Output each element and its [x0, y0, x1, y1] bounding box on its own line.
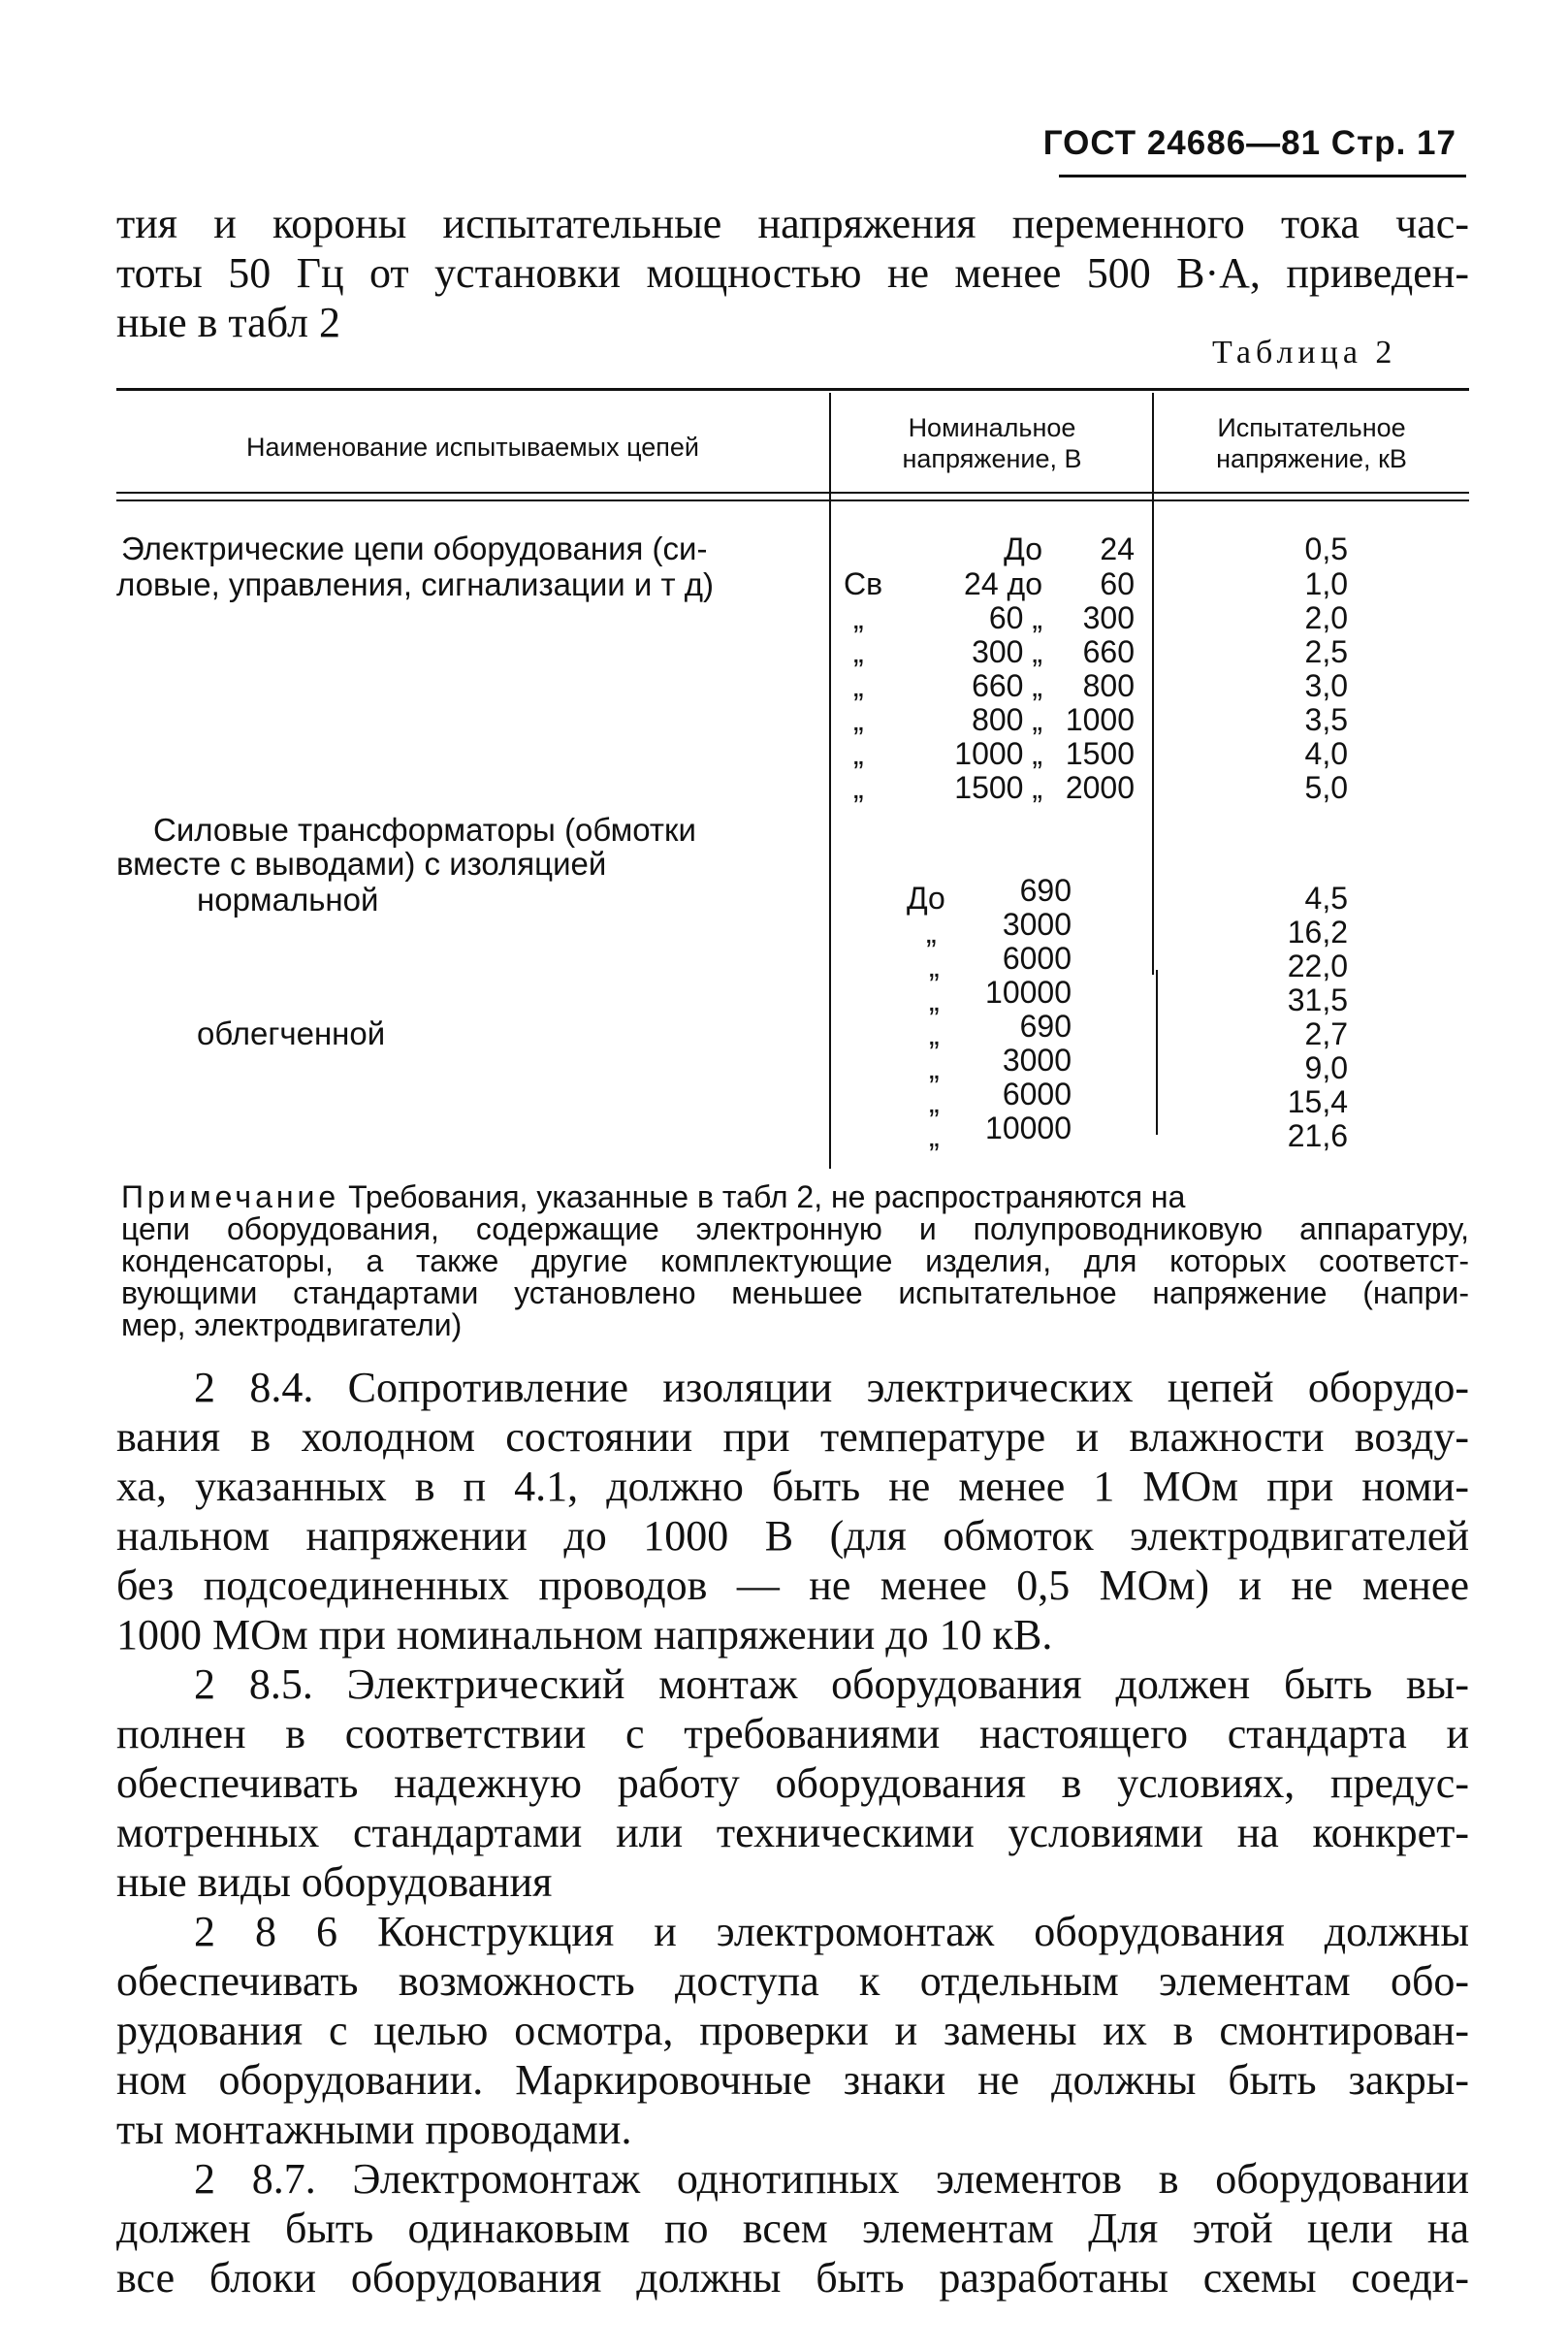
- table-top-rule: [116, 388, 1469, 391]
- note-line: цепи оборудования, содержащие электронную и полупроводниковую аппаратуру,: [121, 1211, 1469, 1246]
- header-nominal-line2: напряжение, В: [902, 444, 1082, 473]
- row-test: 16,2: [1287, 915, 1348, 950]
- intro-line: ные в табл 2: [116, 299, 340, 346]
- row-prefix: „: [929, 982, 940, 1017]
- row-prefix: „: [853, 634, 864, 669]
- paragraph-line: мотренных стандартами или техническими условиями на конкрет-: [116, 1809, 1469, 1856]
- paragraph-line: 2 8.4. Сопротивление изоляции электрических цепей оборудо-: [194, 1364, 1469, 1411]
- table-header-rule-2: [116, 499, 1469, 501]
- group1-name-line2: ловые, управления, сигнализации и т д): [116, 566, 715, 602]
- section-2-8-4: [116, 1363, 1469, 1659]
- section-2-8-6: [116, 1907, 1469, 2154]
- row-from: 300 „: [972, 634, 1042, 669]
- note-line: мер, электродвигатели): [121, 1307, 463, 1342]
- header-nominal: [832, 412, 1152, 474]
- row-to: 1500: [1065, 736, 1135, 771]
- page-header: ГОСТ 24686—81 Стр. 17: [1042, 124, 1456, 162]
- note-label: Примечание: [121, 1179, 340, 1214]
- row-test: 5,0: [1304, 770, 1348, 805]
- row-prefix: „: [929, 1084, 940, 1119]
- row-test: 3,0: [1304, 668, 1348, 703]
- section-2-8-5: [116, 1659, 1469, 1907]
- group2-sub-normal: нормальной: [197, 882, 379, 918]
- note-line: конденсаторы, а также другие комплектующие изделия, для которых соответст-: [121, 1243, 1469, 1278]
- row-from: 60 „: [988, 600, 1042, 635]
- table-caption: Таблица 2: [1212, 335, 1397, 370]
- row-prefix: „: [853, 702, 864, 737]
- row-to: 660: [1082, 634, 1135, 669]
- paragraph-line: без подсоединенных проводов — не менее 0,5 МОм) и не менее: [116, 1562, 1469, 1609]
- header-nominal-line1: Номинальное: [908, 413, 1076, 442]
- row-from: До: [1004, 531, 1042, 566]
- row-test: 4,5: [1304, 881, 1348, 916]
- paragraph-line: 2 8.5. Электрический монтаж оборудования должен быть вы-: [194, 1660, 1469, 1708]
- group2-sub-light: облегченной: [197, 1015, 386, 1051]
- paragraph-line: ные виды оборудования: [116, 1858, 553, 1906]
- paragraph-line: ты монтажными проводами.: [116, 2106, 632, 2153]
- paragraph-line: полнен в соответствии с требованиями настоящего стандарта и: [116, 1710, 1469, 1757]
- row-value: 10000: [985, 1111, 1072, 1145]
- note-line: Требования, указанные в табл 2, не распространяются на: [348, 1179, 1186, 1214]
- row-from: 1500 „: [954, 770, 1042, 805]
- row-prefix: „: [853, 736, 864, 771]
- row-to: 300: [1082, 600, 1135, 635]
- column-divider-2-lower: [1156, 970, 1158, 1135]
- row-from: 660 „: [972, 668, 1042, 703]
- row-prefix: До: [907, 881, 945, 916]
- paragraph-line: все блоки оборудования должны быть разработаны схемы соеди-: [116, 2254, 1469, 2302]
- note-first-line: [121, 1181, 1469, 1213]
- paragraph-line: обеспечивать возможность доступа к отдельным элементам обо-: [116, 1957, 1469, 2005]
- row-to: 24: [1100, 531, 1135, 566]
- row-to: 2000: [1065, 770, 1135, 805]
- paragraph-line: рудования с целью осмотра, проверки и замены их в смонтирован-: [116, 2007, 1469, 2054]
- group2-name-line1: Силовые трансформаторы (обмотки: [153, 812, 696, 848]
- row-value: 10000: [985, 975, 1072, 1010]
- row-test: 2,5: [1304, 634, 1348, 669]
- row-value: 690: [1019, 873, 1072, 908]
- paragraph-line: 1000 МОм при номинальном напряжении до 10 кВ.: [116, 1611, 1053, 1659]
- intro-line: тоты 50 Гц от установки мощностью не менее 500 В·А, приведен-: [116, 249, 1469, 297]
- row-prefix: „: [853, 770, 864, 805]
- header-test-line1: Испытательное: [1217, 413, 1406, 442]
- row-prefix: „: [853, 600, 864, 635]
- row-prefix: „: [929, 1118, 940, 1153]
- row-test: 2,0: [1304, 600, 1348, 635]
- row-prefix: „: [853, 668, 864, 703]
- row-test: 15,4: [1287, 1084, 1348, 1119]
- paragraph-line: 2 8 6 Конструкция и электромонтаж оборудования должны: [194, 1908, 1469, 1955]
- paragraph-line: должен быть одинаковым по всем элементам Для этой цели на: [116, 2205, 1469, 2252]
- column-divider-1: [829, 393, 831, 1169]
- row-prefix: Св: [844, 566, 883, 601]
- row-from: 24 до: [964, 566, 1042, 601]
- row-to: 60: [1100, 566, 1135, 601]
- row-test: 21,6: [1287, 1118, 1348, 1153]
- row-value: 690: [1019, 1009, 1072, 1044]
- row-test: 2,7: [1304, 1016, 1348, 1051]
- row-prefix: „: [929, 1050, 940, 1085]
- row-test: 22,0: [1287, 949, 1348, 983]
- row-prefix: „: [926, 915, 937, 950]
- table-header-rule: [116, 492, 1469, 494]
- note-line: вующими стандартами установлено меньшее испытательное напряжение (напри-: [121, 1275, 1469, 1310]
- row-test: 31,5: [1287, 982, 1348, 1017]
- header-test-line2: напряжение, кВ: [1216, 444, 1407, 473]
- group2-name-line2: вместе с выводами) с изоляцией: [116, 846, 607, 882]
- header-rule: [1059, 175, 1466, 177]
- row-value: 3000: [1002, 907, 1072, 942]
- row-value: 3000: [1002, 1043, 1072, 1078]
- row-test: 9,0: [1304, 1050, 1348, 1085]
- paragraph-line: обеспечивать надежную работу оборудования в условиях, предус-: [116, 1759, 1469, 1807]
- column-divider-2: [1152, 393, 1154, 975]
- section-2-8-7: [116, 2154, 1469, 2303]
- row-prefix: „: [929, 949, 940, 983]
- group1-name-line1: Электрические цепи оборудования (си-: [121, 531, 708, 566]
- paragraph-line: 2 8.7. Электромонтаж однотипных элементов в оборудовании: [194, 2155, 1469, 2203]
- intro-line: тия и короны испытательные напряжения переменного тока час-: [116, 200, 1469, 247]
- row-test: 3,5: [1304, 702, 1348, 737]
- paragraph-line: вания в холодном состоянии при температуре и влажности возду-: [116, 1413, 1469, 1461]
- row-from: 800 „: [972, 702, 1042, 737]
- header-test: [1154, 412, 1469, 474]
- row-to: 800: [1082, 668, 1135, 703]
- paragraph-line: нальном напряжении до 1000 В (для обмоток электродвигателей: [116, 1512, 1469, 1560]
- row-value: 6000: [1002, 941, 1072, 976]
- row-test: 0,5: [1304, 531, 1348, 566]
- row-test: 4,0: [1304, 736, 1348, 771]
- paragraph-line: ха, указанных в п 4.1, должно быть не менее 1 МОм при номи-: [116, 1463, 1469, 1510]
- row-test: 1,0: [1304, 566, 1348, 601]
- table-note: [121, 1181, 1469, 1341]
- row-from: 1000 „: [954, 736, 1042, 771]
- row-prefix: „: [929, 1016, 940, 1051]
- row-value: 6000: [1002, 1077, 1072, 1111]
- row-to: 1000: [1065, 702, 1135, 737]
- paragraph-line: ном оборудовании. Маркировочные знаки не должны быть закры-: [116, 2056, 1469, 2104]
- header-name: Наименование испытываемых цепей: [246, 433, 699, 462]
- intro-paragraph: [116, 199, 1469, 347]
